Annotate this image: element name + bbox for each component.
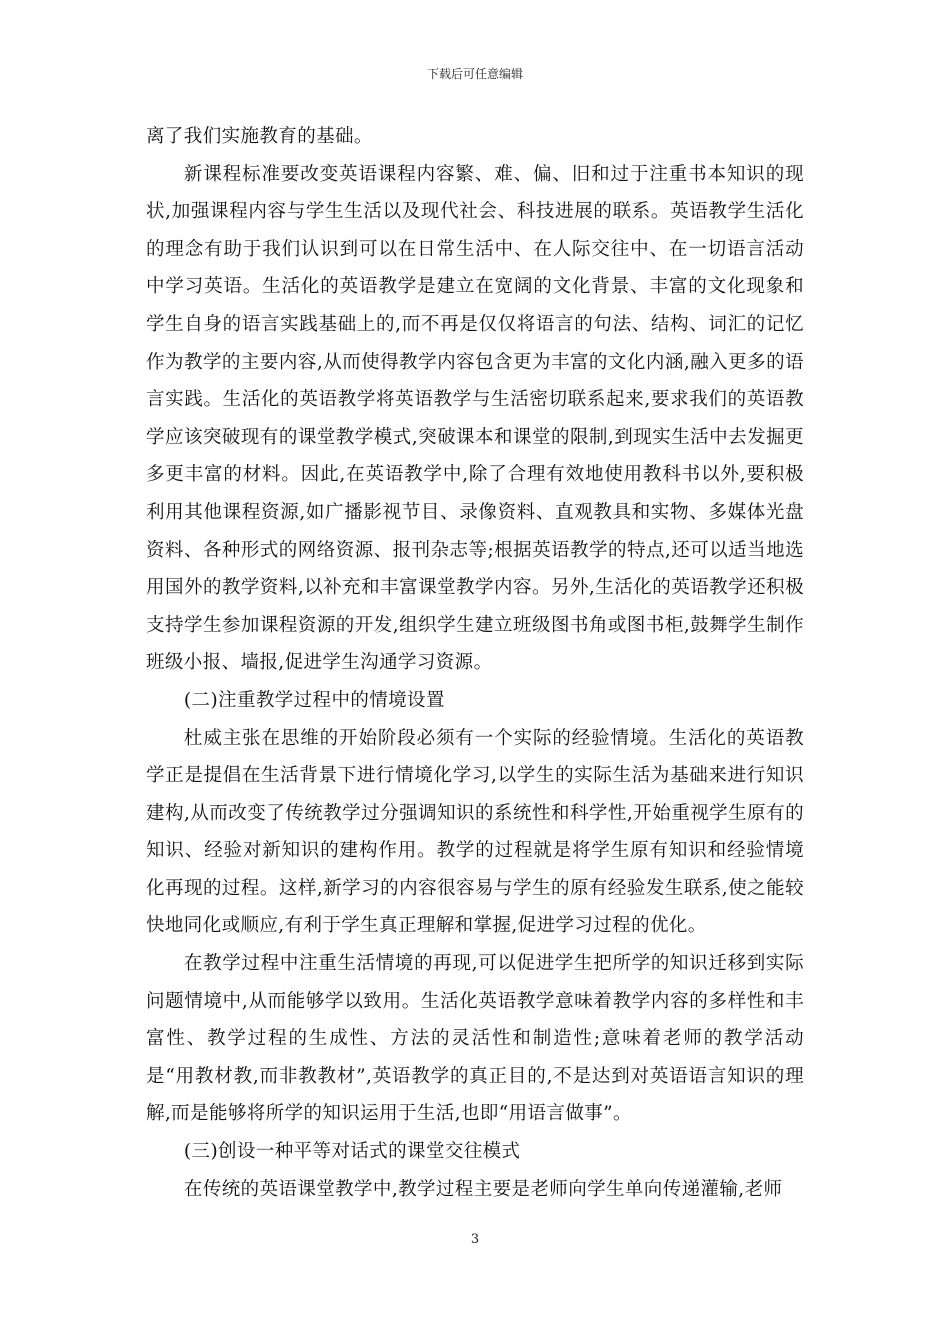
paragraph: 杜威主张在思维的开始阶段必须有一个实际的经验情境。生活化的英语教学正是提倡在生活背景下进行情境化学习,以学生的实际生活为基础来进行知识建构,从而改变了传统教学过分强调知识的系统性和科学性,开始重视学生原有的知识、经验对新知识的建构作用。教学的过程就是将学生原有知识和经验情境化再现的过程。这样,新学习的内容很容易与学生的原有经验发生联系,使之能较快地同化或顺应,有利于学生真正理解和掌握,促进学习过程的优化。 <box>146 727 804 937</box>
paragraph: 新课程标准要改变英语课程内容繁、难、偏、旧和过于注重书本知识的现状,加强课程内容与学生生活以及现代社会、科技进展的联系。英语教学生活化的理念有助于我们认识到可以在日常生活中、在人际交往中、在一切语言活动中学习英语。生活化的英语教学是建立在宽阔的文化背景、丰富的文化现象和学生自身的语言实践基础上的,而不再是仅仅将语言的句法、结构、词汇的记忆作为教学的主要内容,从而使得教学内容包含更为丰富的文化内涵,融入更多的语言实践。生活化的英语教学将英语教学与生活密切联系起来,要求我们的英语教学应该突破现有的课堂教学模式,突破课本和课堂的限制,到现实生活中去发掘更多更丰富的材料。因此,在英语教学中,除了合理有效地使用教科书以外,要积极利用其他课程资源,如广播影视节目、录像资料、直观教具和实物、多媒体光盘资料、各种形式的网络资源、报刊杂志等;根据英语教学的特点,还可以适当地选用国外的教学资料,以补充和丰富课堂教学内容。另外,生活化的英语教学还积极支持学生参加课程资源的开发,组织学生建立班级图书角或图书柜,鼓舞学生制作班级小报、墙报,促进学生沟通学习资源。 <box>146 163 804 674</box>
page-header: 下载后可任意编辑 <box>426 67 523 81</box>
paragraph: 在传统的英语课堂教学中,教学过程主要是老师向学生单向传递灌输,老师 <box>183 1178 783 1200</box>
page-number: 3 <box>470 1232 480 1247</box>
document-body <box>146 118 804 1208</box>
section-heading: (三)创设一种平等对话式的课堂交往模式 <box>183 1141 521 1163</box>
paragraph-continuation: 离了我们实施教育的基础。 <box>146 126 373 147</box>
paragraph: 在教学过程中注重生活情境的再现,可以促进学生把所学的知识迁移到实际问题情境中,从而能够学以致用。生活化英语教学意味着教学内容的多样性和丰富性、教学过程的生成性、方法的灵活性和制造性;意味着老师的教学活动是“用教材教,而非教教材”,英语教学的真正目的,不是达到对英语语言知识的理解,而是能够将所学的知识运用于生活,也即“用语言做事”。 <box>146 953 804 1125</box>
section-heading: (二)注重教学过程中的情境设置 <box>183 689 445 711</box>
